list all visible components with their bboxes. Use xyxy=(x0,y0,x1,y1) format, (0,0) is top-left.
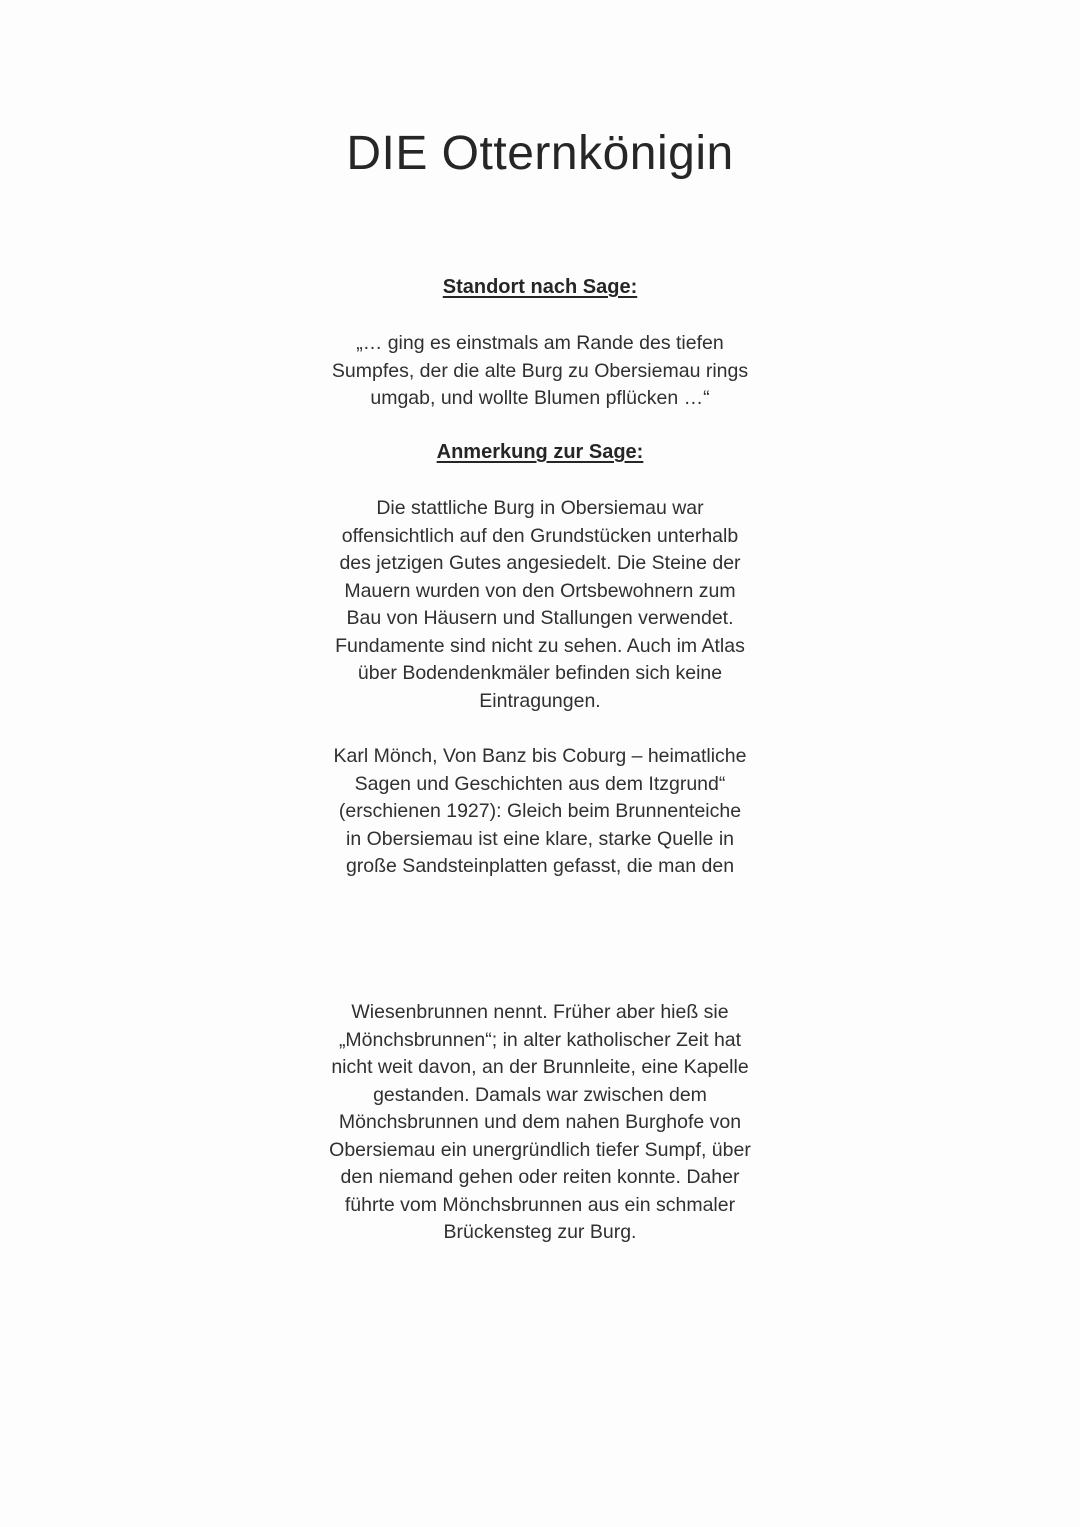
text-line: des jetzigen Gutes angesiedelt. Die Steine der xyxy=(339,552,741,574)
text-line: nicht weit davon, an der Brunnleite, eine Kapelle xyxy=(331,1056,749,1078)
text-line: in Obersiemau ist eine klare, starke Quelle in xyxy=(345,827,734,850)
text-line: Brückensteg zur Burg. xyxy=(443,1221,637,1243)
text-line: „Mönchsbrunnen“; in alter katholischer Zeit hat xyxy=(338,1028,742,1051)
text-line: Sagen und Geschichten aus dem Itzgrund“ xyxy=(354,772,726,795)
text-line: umgab, und wollte Blumen pflücken …“ xyxy=(370,387,710,409)
text-line: Karl Mönch, Von Banz bis Coburg – heimatliche xyxy=(333,745,747,767)
text-line: Sumpfes, der die alte Burg zu Obersiemau rings xyxy=(331,359,749,382)
text-line: „… ging es einstmals am Rande des tiefen xyxy=(356,332,724,354)
page-title: DIE Otternkönigin xyxy=(346,127,734,180)
quote-paragraph xyxy=(300,330,780,413)
text-line: Bau von Häusern und Stallungen verwendet. xyxy=(346,607,734,629)
source-paragraph xyxy=(300,743,780,881)
text-line: Mönchsbrunnen und dem nahen Burghofe von xyxy=(338,1111,742,1133)
text-line: Mauern wurden von den Ortsbewohnern zum xyxy=(344,579,736,602)
text-line: Obersiemau ein unergründlich tiefer Sumpf, über xyxy=(329,1138,751,1161)
section-heading-standort: Standort nach Sage: xyxy=(442,276,638,298)
text-line: über Bodendenkmäler befinden sich keine xyxy=(357,662,723,684)
text-line: gestanden. Damals war zwischen dem xyxy=(373,1083,707,1106)
text-line: offensichtlich auf den Grundstücken unterhalb xyxy=(341,524,739,547)
text-line: Wiesenbrunnen nennt. Früher aber hieß sie xyxy=(351,1001,729,1023)
text-line: Eintragungen. xyxy=(479,689,601,712)
continuation-paragraph xyxy=(300,999,780,1247)
text-line: Die stattliche Burg in Obersiemau war xyxy=(376,497,704,519)
text-line: große Sandsteinplatten gefasst, die man den xyxy=(345,855,735,877)
text-line: führte vom Mönchsbrunnen aus ein schmaler xyxy=(344,1193,736,1216)
note-paragraph xyxy=(300,495,780,715)
section-heading-anmerkung: Anmerkung zur Sage: xyxy=(436,441,644,463)
text-line: den niemand gehen oder reiten konnte. Daher xyxy=(340,1166,740,1188)
text-line: (erschienen 1927): Gleich beim Brunnenteiche xyxy=(338,800,742,822)
text-line: Fundamente sind nicht zu sehen. Auch im Atlas xyxy=(335,634,745,657)
